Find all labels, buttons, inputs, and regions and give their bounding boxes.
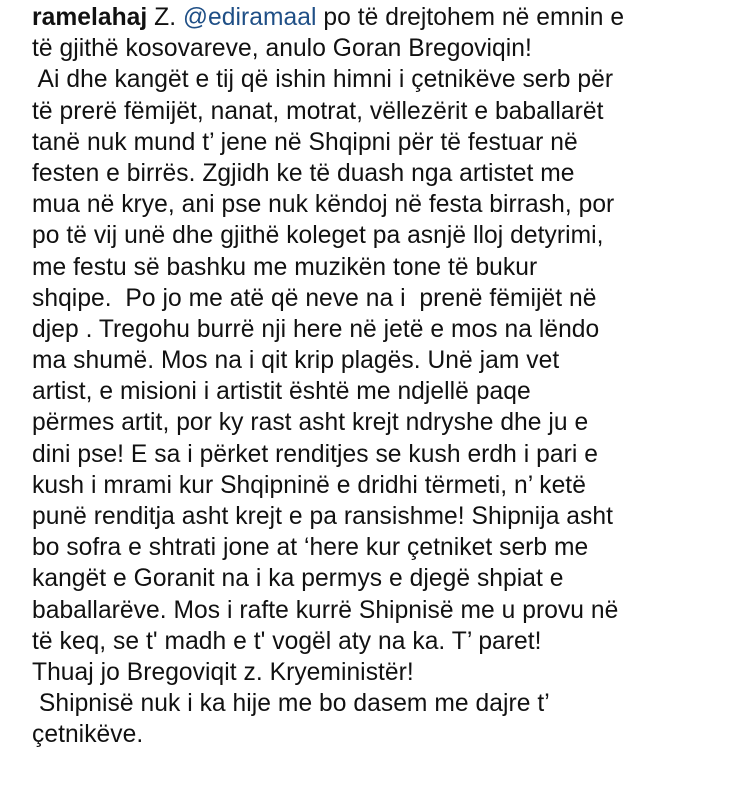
caption-line-1: [32, 2, 746, 33]
caption-line: festen e birrës. Zgjidh ke të duash nga artistet me: [32, 159, 575, 187]
caption-line: përmes artit, por ky rast asht krejt ndryshe dhe ju e: [32, 409, 589, 437]
post-caption: [32, 2, 746, 751]
caption-line: mua në krye, ani pse nuk këndoj në festa birrash, por: [32, 191, 615, 219]
caption-line-1-rest: po të drejtohem në emnin e: [316, 4, 625, 31]
caption-line: kush i mrami kur Shqipninë e dridhi tërmeti, n’ ketë: [32, 471, 586, 499]
caption-line: po të vij unë dhe gjithë koleget pa asnjë lloj detyrimi,: [32, 222, 604, 250]
caption-line: Shipnisë nuk i ka hije me bo dasem me dajre t’: [32, 690, 550, 718]
caption-intro-text: Z.: [147, 4, 184, 31]
caption-line: shqipe. Po jo me atë që neve na i prenë fëmijët në: [32, 284, 597, 312]
caption-line: ma shumë. Mos na i qit krip plagës. Unë jam vet: [32, 347, 560, 375]
caption-line: të keq, se t' madh e t' vogël aty na ka. T’ paret!: [32, 627, 542, 655]
caption-line: artist, e misioni i artistit është me ndjellë paqe: [32, 378, 531, 406]
caption-line: bo sofra e shtrati jone at ‘here kur çetniket serb me: [32, 534, 589, 562]
caption-line: Ai dhe kangët e tij që ishin himni i çetnikëve serb për: [32, 66, 614, 94]
caption-line: të prerë fëmijët, nanat, motrat, vëllezërit e baballarët: [32, 97, 604, 125]
caption-line: tanë nuk mund t’ jene në Shqipni për të festuar në: [32, 128, 578, 156]
caption-line: djep . Tregohu burrë nji here në jetë e mos na lëndo: [32, 315, 600, 343]
caption-line: me festu së bashku me muzikën tone të bukur: [32, 253, 538, 281]
caption-line: baballarëve. Mos i rafte kurrë Shipnisë me u provu në: [32, 596, 619, 624]
caption-line: kangët e Goranit na i ka permys e djegë shpiat e: [32, 565, 564, 593]
caption-line: dini pse! E sa i përket renditjes se kush erdh i pari e: [32, 440, 598, 468]
caption-line: të gjithë kosovareve, anulo Goran Bregoviqin!: [32, 35, 532, 63]
caption-line: çetnikëve.: [32, 721, 144, 749]
author-username-link[interactable]: ramelahaj: [32, 4, 148, 31]
caption-line: punë renditja asht krejt e pa ransishme! Shipnija asht: [32, 503, 613, 530]
caption-line: Thuaj jo Bregoviqit z. Kryeministër!: [32, 658, 414, 686]
mention-link[interactable]: @ediramaal: [183, 4, 317, 31]
